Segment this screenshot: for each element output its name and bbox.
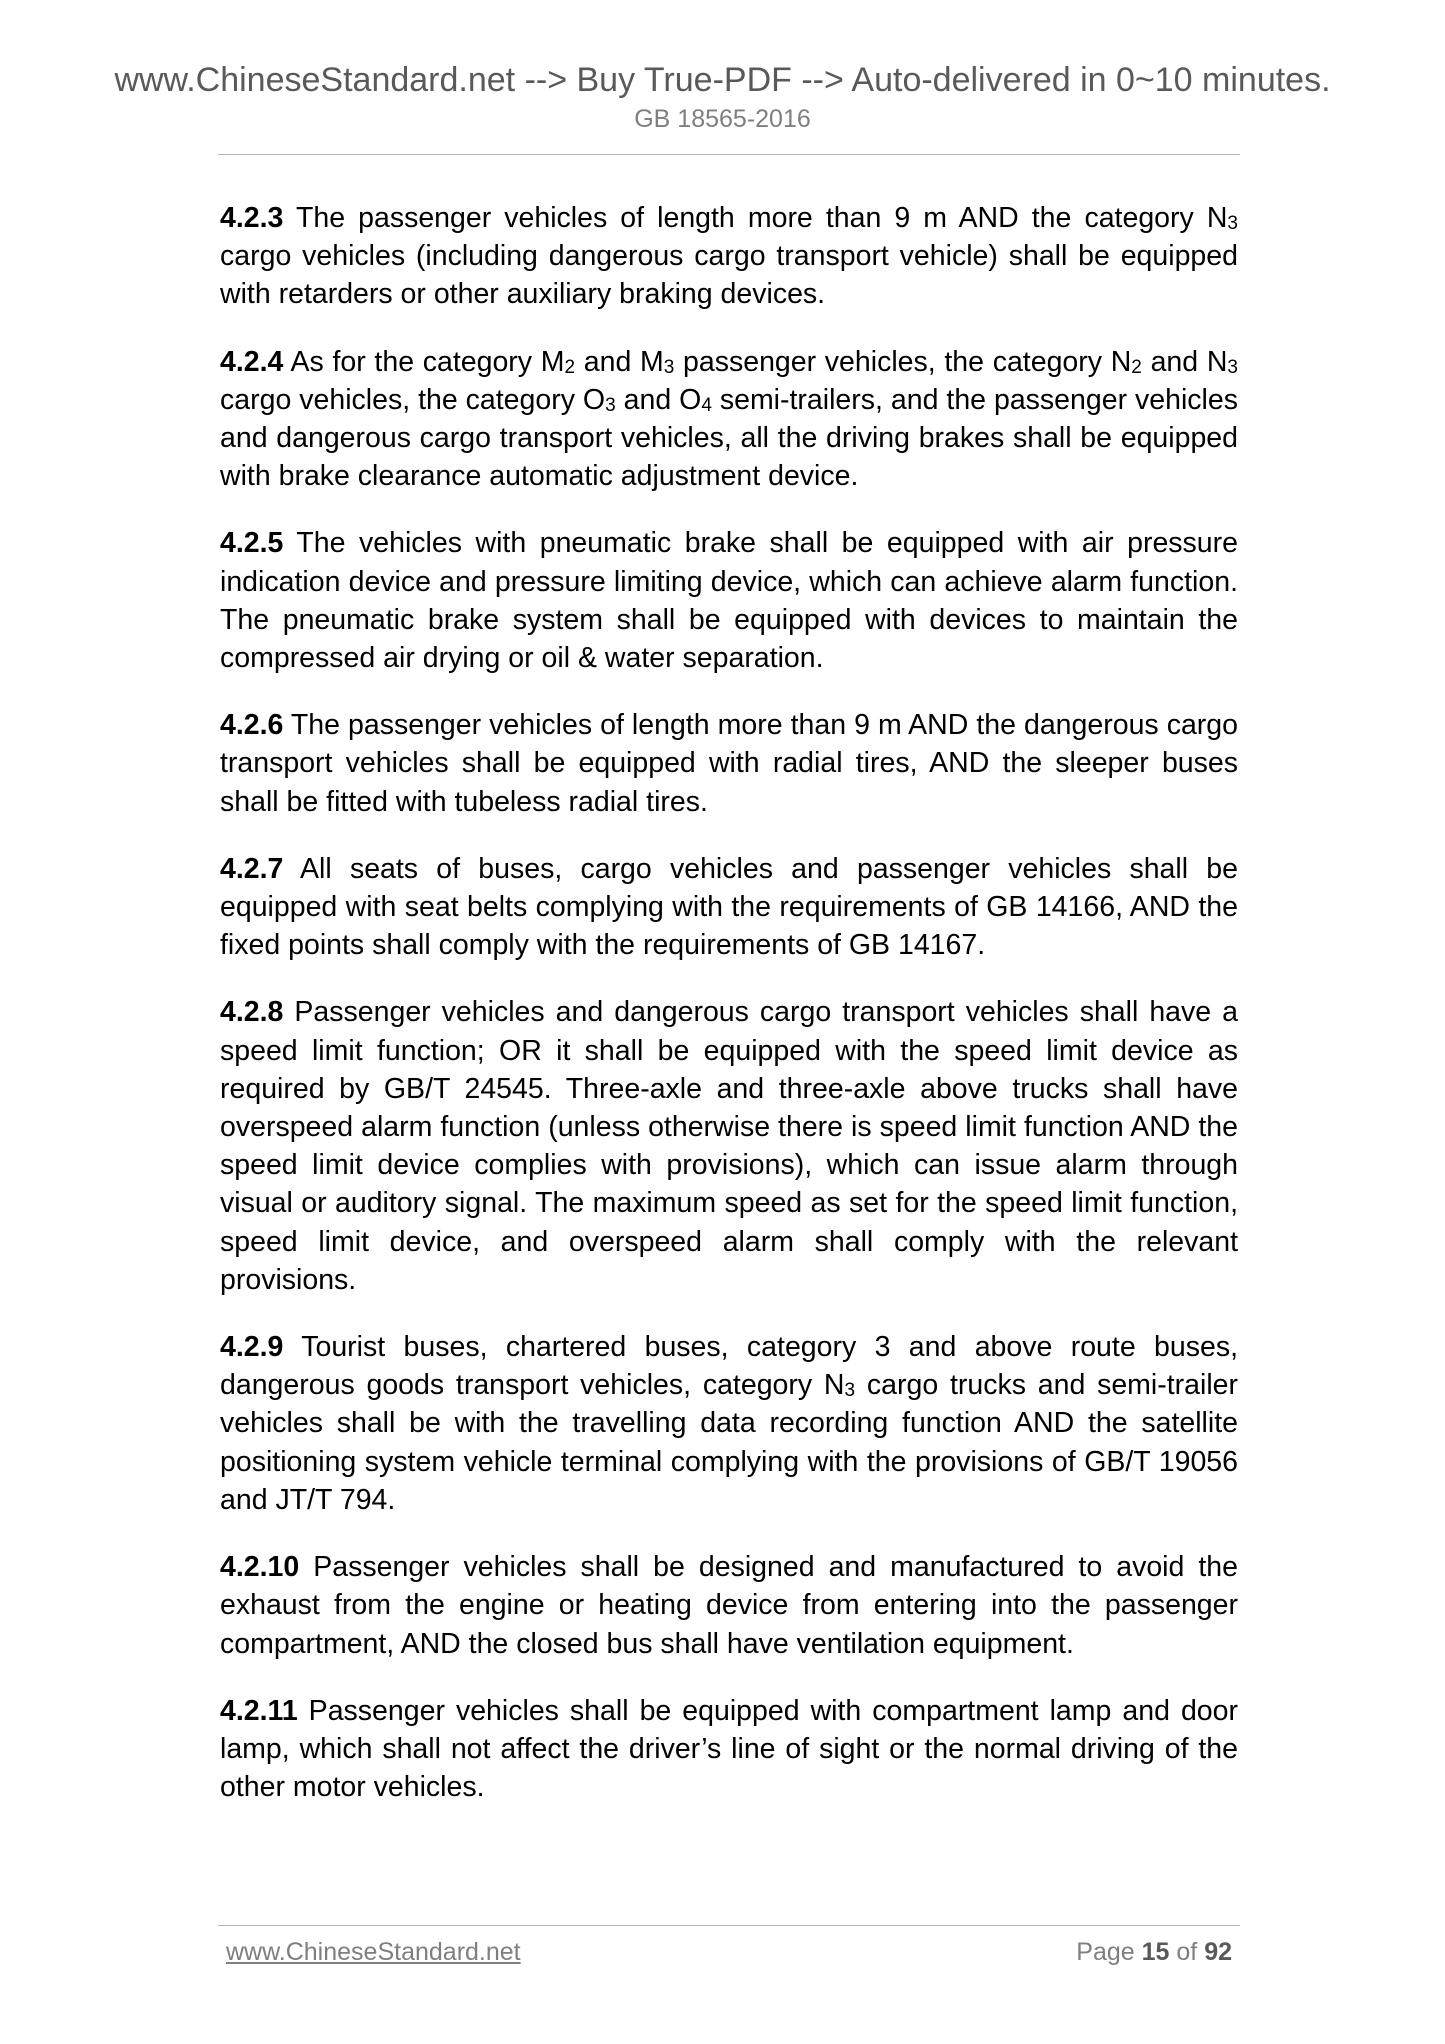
clause-number: 4.2.9 [220, 1331, 284, 1364]
clause-number: 4.2.4 [220, 345, 284, 378]
subscript: 4 [701, 394, 712, 416]
clause-text: and O [615, 383, 702, 416]
document-body [220, 199, 1238, 1835]
clause-text: The passenger vehicles of length more than 9 m AND the dangerous cargo transport vehicles shall be equipped with radial tires, AND the sleeper buses shall be fitted with tubeless radial tires. [220, 709, 1238, 818]
clause-number: 4.2.10 [220, 1551, 300, 1584]
subscript: 3 [844, 1380, 856, 1402]
page-header [0, 60, 1445, 134]
clause-number: 4.2.7 [220, 852, 284, 885]
subscript: 2 [564, 356, 576, 378]
clause-text: Tourist buses, chartered buses, category 3 and above route buses, dangerous goods transport vehicles, category N [220, 1331, 1238, 1402]
clause-text: All seats of buses, cargo vehicles and passenger vehicles shall be equipped with seat belts complying with the requirements of GB 14166, AND the fixed points shall comply with the requirements of GB 14167. [220, 852, 1238, 962]
page-footer [226, 1938, 1232, 1978]
subscript: 3 [663, 356, 675, 378]
page-label: Page [1076, 1938, 1135, 1966]
clause-text: and N [1141, 345, 1228, 378]
subscript: 3 [1227, 356, 1238, 378]
clause-text: As for the category M [283, 345, 565, 378]
clause-4-2-3 [220, 199, 1238, 314]
footer-site-link[interactable]: www.ChineseStandard.net [226, 1938, 521, 1966]
clause-text: The passenger vehicles of length more than 9 m AND the category N [283, 202, 1228, 234]
page-current: 15 [1141, 1938, 1170, 1966]
clause-text: cargo vehicles, the category O [220, 383, 606, 416]
clause-4-2-6 [220, 706, 1238, 821]
page-of-label: of [1176, 1938, 1198, 1966]
clause-number: 4.2.3 [220, 202, 284, 234]
clause-4-2-10 [220, 1548, 1238, 1663]
clause-text: Passenger vehicles shall be equipped with compartment lamp and door lamp, which shall not affect the driver’s line of sight or the normal driving of the other motor vehicles. [220, 1694, 1238, 1804]
subscript: 3 [1227, 213, 1238, 234]
clause-4-2-11 [220, 1692, 1238, 1807]
page-total: 92 [1204, 1938, 1232, 1966]
clause-text: and M [575, 345, 664, 378]
clause-number: 4.2.5 [220, 527, 284, 560]
clause-text: passenger vehicles, the category N [674, 345, 1132, 378]
clause-number: 4.2.8 [220, 996, 284, 1029]
clause-text: cargo trucks and semi-trailer vehicles shall be with the travelling data recording function AND the satellite positioning system vehicle terminal complying with the provisions of GB/T 19056 and JT/T 794. [220, 1369, 1239, 1516]
clause-text: Passenger vehicles shall be designed and manufactured to avoid the exhaust from the engine or heating device from entering into the passenger compartment, AND the closed bus shall have ventilation equipment. [220, 1551, 1238, 1660]
clause-text: The vehicles with pneumatic brake shall be equipped with air pressure indication device and pressure limiting device, which can achieve alarm function. The pneumatic brake system shall be equipped with devices to maintain the compressed air drying or oil & water separation. [220, 527, 1238, 675]
clause-4-2-8 [220, 993, 1238, 1299]
clause-4-2-7 [220, 850, 1238, 965]
page-indicator [1076, 1938, 1232, 1967]
header-divider [218, 154, 1240, 155]
clause-number: 4.2.6 [220, 709, 284, 742]
clause-4-2-4 [220, 343, 1238, 496]
clause-number: 4.2.11 [220, 1694, 298, 1727]
subscript: 3 [605, 394, 616, 416]
clause-text: cargo vehicles (including dangerous cargo transport vehicle) shall be equipped with retarders or other auxiliary braking devices. [220, 240, 1238, 311]
clause-text: Passenger vehicles and dangerous cargo transport vehicles shall have a speed limit function; OR it shall be equipped with the speed limit device as required by GB/T 24545. Three-axle and three-axle above trucks shall have overspeed alarm function (unless otherwise there is speed limit function AND the speed limit device complies with provisions), which can issue alarm through visual or auditory signal. The maximum speed as set for the speed limit function, speed limit device, and overspeed alarm shall comply with the relevant provisions. [220, 996, 1238, 1296]
header-banner: www.ChineseStandard.net --> Buy True-PDF --> Auto-delivered in 0~10 minutes. [114, 61, 1331, 99]
footer-divider [218, 1925, 1240, 1926]
subscript: 2 [1131, 356, 1142, 378]
clause-list [220, 199, 1238, 1806]
clause-4-2-9 [220, 1328, 1238, 1519]
document-code: GB 18565-2016 [634, 105, 811, 133]
clause-4-2-5 [220, 524, 1238, 677]
clause-text: semi-trailers, and the passenger vehicles and dangerous cargo transport vehicles, all the driving brakes shall be equipped with brake clearance automatic adjustment device. [220, 383, 1238, 493]
